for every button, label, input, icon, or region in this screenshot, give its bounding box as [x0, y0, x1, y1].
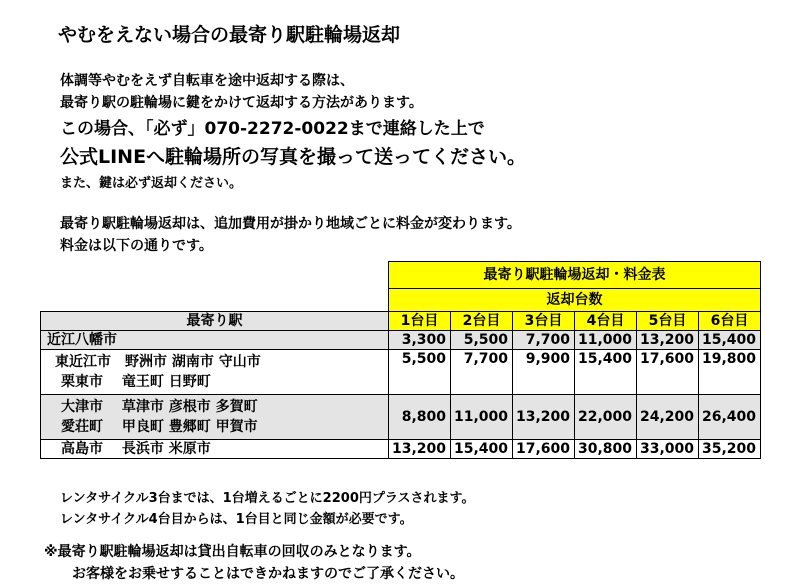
- intro-line-1: 体調等やむをえず自転車を途中返却する際は、: [60, 73, 354, 89]
- price-cell: 15,400: [699, 331, 761, 350]
- col-header-5: 5台目: [637, 312, 699, 331]
- price-cell: 19,800: [699, 350, 761, 395]
- col-header-4: 4台目: [575, 312, 637, 331]
- price-cell: 11,000: [575, 331, 637, 350]
- price-cell: 22,000: [575, 395, 637, 440]
- table-caption: 最寄り駅駐輪場返却・料金表: [389, 262, 761, 289]
- fee-table: [40, 261, 761, 459]
- col-header-1: 1台目: [389, 312, 451, 331]
- price-cell: 7,700: [513, 331, 575, 350]
- price-cell: 9,900: [513, 350, 575, 395]
- price-cell: 11,000: [451, 395, 513, 440]
- price-cell: 7,700: [451, 350, 513, 395]
- table-row: [41, 331, 761, 350]
- price-cell: 3,300: [389, 331, 451, 350]
- col-header-6: 6台目: [699, 312, 761, 331]
- price-cell: 26,400: [699, 395, 761, 440]
- col-header-2: 2台目: [451, 312, 513, 331]
- price-cell: 17,600: [513, 440, 575, 459]
- table-row: [41, 350, 761, 395]
- price-cell: 13,200: [513, 395, 575, 440]
- station-line: 愛荘町 甲良町 豊郷町 甲賀市: [61, 419, 258, 435]
- station-cell: 近江八幡市: [41, 331, 389, 350]
- price-cell: 15,400: [451, 440, 513, 459]
- intro-line-5: また、鍵は必ず返却ください。: [60, 176, 243, 191]
- fee-note-line-1: 最寄り駅駐輪場返却は、追加費用が掛かり地域ごとに料金が変わります。: [60, 216, 521, 232]
- intro-line-2: 最寄り駅の駐輪場に鍵をかけて返却する方法があります。: [60, 95, 423, 111]
- price-cell: 5,500: [451, 331, 513, 350]
- price-cell: 13,200: [389, 440, 451, 459]
- table-row: [41, 395, 761, 440]
- footnote-line-1: ※最寄り駅駐輪場返却は貸出自転車の回収のみとなります。: [44, 544, 421, 560]
- col-header-3: 3台目: [513, 312, 575, 331]
- price-cell: 17,600: [637, 350, 699, 395]
- station-cell: [41, 350, 389, 395]
- station-cell: [41, 395, 389, 440]
- station-header: 最寄り駅: [41, 312, 389, 331]
- intro-line-4: 公式LINEへ駐輪場所の写真を撮って送ってください。: [60, 146, 527, 168]
- rental-line-1: レンタサイクル3台までは、1台増えるごとに2200円プラスされます。: [60, 491, 475, 506]
- price-cell: 5,500: [389, 350, 451, 395]
- price-cell: 13,200: [637, 331, 699, 350]
- table-group-header: 返却台数: [389, 289, 761, 312]
- price-cell: 30,800: [575, 440, 637, 459]
- station-line: 大津市 草津市 彦根市 多賀町: [61, 399, 258, 415]
- footnote-line-2: お客様をお乗せすることはできかねますのでご了承ください。: [72, 566, 464, 582]
- rental-line-2: レンタサイクル4台目からは、1台目と同じ金額が必要です。: [60, 512, 413, 527]
- price-cell: 35,200: [699, 440, 761, 459]
- fee-note-line-2: 料金は以下の通りです。: [60, 238, 213, 254]
- price-cell: 15,400: [575, 350, 637, 395]
- price-cell: 33,000: [637, 440, 699, 459]
- price-cell: 8,800: [389, 395, 451, 440]
- page-title: やむをえない場合の最寄り駅駐輪場返却: [58, 24, 401, 46]
- station-cell: 高島市 長浜市 米原市: [41, 440, 389, 459]
- station-line: 東近江市 野洲市 湖南市 守山市: [55, 354, 261, 370]
- station-line: 栗東市 竜王町 日野町: [61, 374, 211, 390]
- intro-line-3: この場合、「必ず」070-2272-0022まで連絡した上で: [60, 119, 485, 139]
- price-cell: 24,200: [637, 395, 699, 440]
- table-row: [41, 440, 761, 459]
